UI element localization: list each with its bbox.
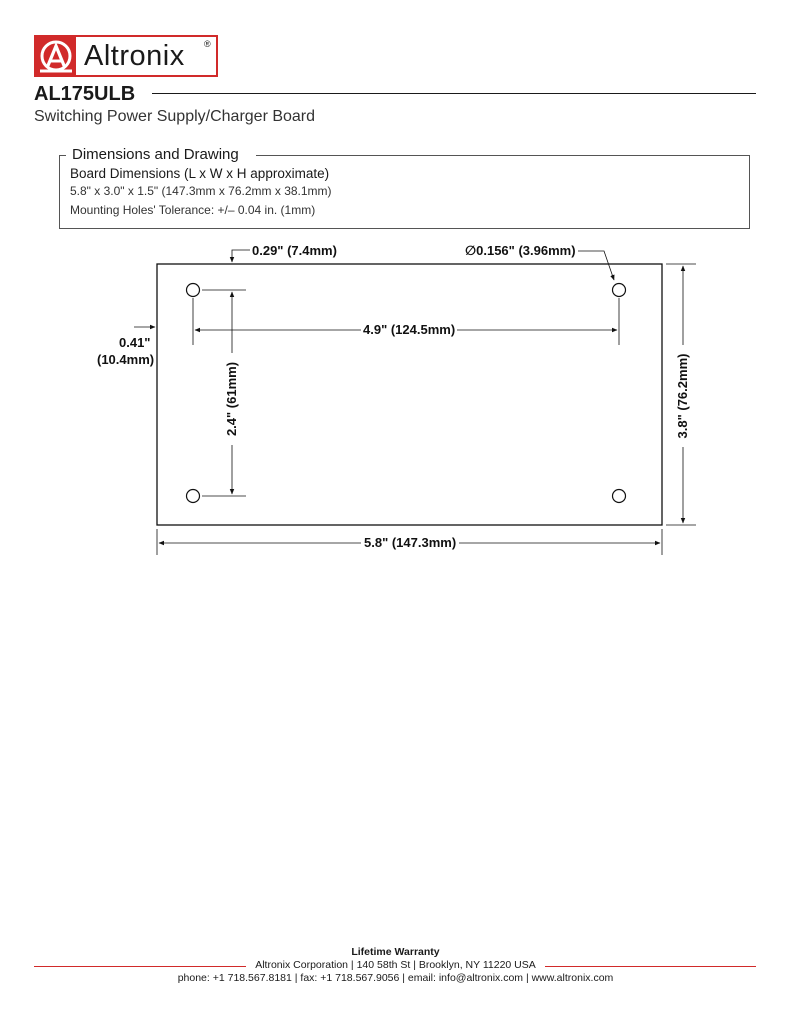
mounting-hole (187, 284, 200, 297)
hole-diameter-label: ∅0.156" (3.96mm) (465, 243, 576, 258)
dimensions-heading: Dimensions and Drawing (72, 146, 239, 163)
hole-spacing-horizontal-label: 4.9" (124.5mm) (363, 322, 456, 337)
left-offset-label-mm: (10.4mm) (97, 352, 155, 367)
footer-address: Altronix Corporation | 140 58th St | Brooklyn, NY 11220 USA (255, 959, 536, 971)
left-offset-label: 0.41" (119, 335, 151, 350)
board-height-label: 3.8" (76.2mm) (675, 345, 691, 447)
top-offset-label: 0.29" (7.4mm) (252, 243, 337, 258)
warranty-title: Lifetime Warranty (351, 946, 440, 958)
mounting-hole (187, 490, 200, 503)
mounting-tolerance: Mounting Holes' Tolerance: +/– 0.04 in. (1mm) (70, 203, 316, 217)
board-dimensions-label: Board Dimensions (L x W x H approximate) (70, 166, 330, 181)
product-subtitle: Switching Power Supply/Charger Board (34, 108, 316, 125)
board-width-label: 5.8" (147.3mm) (361, 535, 459, 550)
mounting-hole (613, 490, 626, 503)
board-dimensions-value: 5.8" x 3.0" x 1.5" (147.3mm x 76.2mm x 38.1mm) (70, 184, 332, 198)
mounting-hole (613, 284, 626, 297)
footer-contact: phone: +1 718.567.8181 | fax: +1 718.567.9056 | email: info@altronix.com | www.altronix.com (177, 972, 614, 984)
registered-mark: ® (204, 39, 211, 49)
brand-name: Altronix (84, 40, 185, 72)
model-title: AL175ULB (34, 83, 136, 105)
hole-spacing-vertical-label: 2.4" (61mm) (224, 353, 240, 445)
